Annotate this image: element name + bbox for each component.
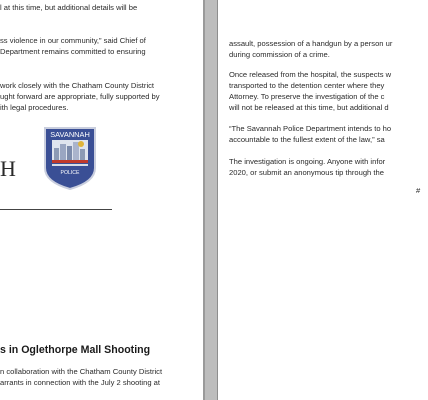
right-document-page	[218, 0, 428, 400]
body-text-line: n collaboration with the Chatham County District	[0, 367, 163, 376]
badge-top-text: SAVANNAH	[50, 130, 90, 139]
body-text-line: arrants in connection with the July 2 shooting at	[0, 378, 160, 387]
body-text-line: accountable to the fullest extent of the law,” sa	[229, 135, 385, 144]
badge-bottom-text: POLICE	[60, 170, 80, 176]
horizontal-rule	[0, 209, 112, 210]
body-text-line: The investigation is ongoing. Anyone with infor	[229, 157, 386, 166]
body-text-line: 2020, or submit an anonymous tip through the	[229, 168, 384, 177]
body-text-line: will not be released at this time, but additional d	[229, 103, 389, 112]
left-document-page	[0, 0, 205, 400]
body-text-line: l at this time, but additional details will be	[0, 3, 138, 12]
end-mark: #	[416, 186, 421, 195]
page-edge-shadow	[203, 0, 205, 400]
body-text-line: Once released from the hospital, the suspects w	[229, 70, 392, 79]
body-text-line: ss violence in our community,” said Chief of	[0, 36, 146, 45]
press-release-headline: s in Oglethorpe Mall Shooting	[0, 344, 151, 356]
body-text-line: assault, possession of a handgun by a person ur	[229, 39, 393, 48]
body-text-line: “The Savannah Police Department intends to ho	[229, 124, 392, 133]
body-text-line: Department remains committed to ensuring	[0, 47, 146, 56]
body-text-line: ith legal procedures.	[0, 103, 69, 112]
body-text-line: during commission of a crime.	[229, 50, 330, 59]
body-text-line: work closely with the Chatham County District	[0, 81, 155, 90]
body-text-line: transported to the detention center where they	[229, 81, 385, 90]
logo-letter-fragment: H	[0, 156, 16, 181]
body-text-line: ught forward are appropriate, fully supported by	[0, 92, 160, 101]
body-text-line: Attorney. To preserve the investigation of the c	[229, 92, 385, 101]
police-badge-logo	[41, 126, 99, 190]
